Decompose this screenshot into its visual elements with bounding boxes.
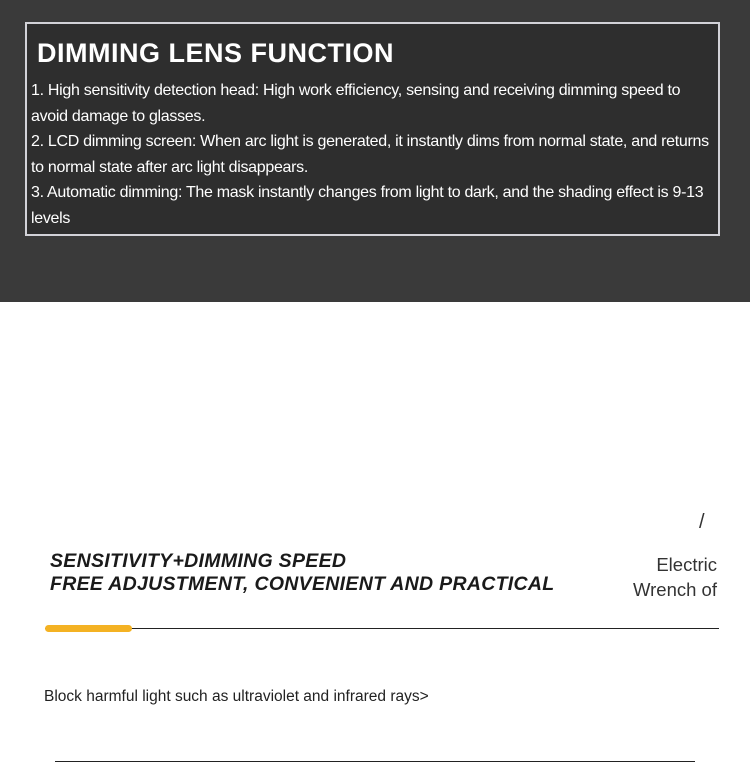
info-item-2: 2. LCD dimming screen: When arc light is generated, it instantly dims from normal state, and returns to normal state after arc light disappears. bbox=[31, 133, 709, 176]
feature-note: Block harmful light such as ultraviolet and infrared rays> bbox=[44, 688, 429, 705]
side-label bbox=[633, 552, 717, 602]
side-label-line-1: Electric bbox=[656, 554, 717, 575]
info-item-3: 3. Automatic dimming: The mask instantly changes from light to dark, and the shading effect is 9-13 levels bbox=[31, 184, 704, 227]
info-item-1: 1. High sensitivity detection head: High work efficiency, sensing and receiving dimming speed to avoid damage to glasses. bbox=[31, 82, 681, 125]
feature-heading-line-2: FREE ADJUSTMENT, CONVENIENT AND PRACTICAL bbox=[50, 573, 555, 595]
feature-heading-line-1: SENSITIVITY+DIMMING SPEED bbox=[50, 550, 347, 572]
bottom-divider-line bbox=[55, 761, 695, 762]
dimming-lens-info-box bbox=[25, 22, 720, 236]
feature-section bbox=[0, 302, 750, 763]
divider-line bbox=[45, 628, 719, 629]
feature-heading bbox=[50, 550, 555, 596]
dark-header-band bbox=[0, 0, 750, 302]
slash-mark: / bbox=[699, 511, 705, 533]
info-list bbox=[31, 78, 718, 232]
accent-bar bbox=[45, 625, 132, 632]
side-label-line-2: Wrench of bbox=[633, 579, 717, 600]
info-title: DIMMING LENS FUNCTION bbox=[37, 38, 394, 68]
